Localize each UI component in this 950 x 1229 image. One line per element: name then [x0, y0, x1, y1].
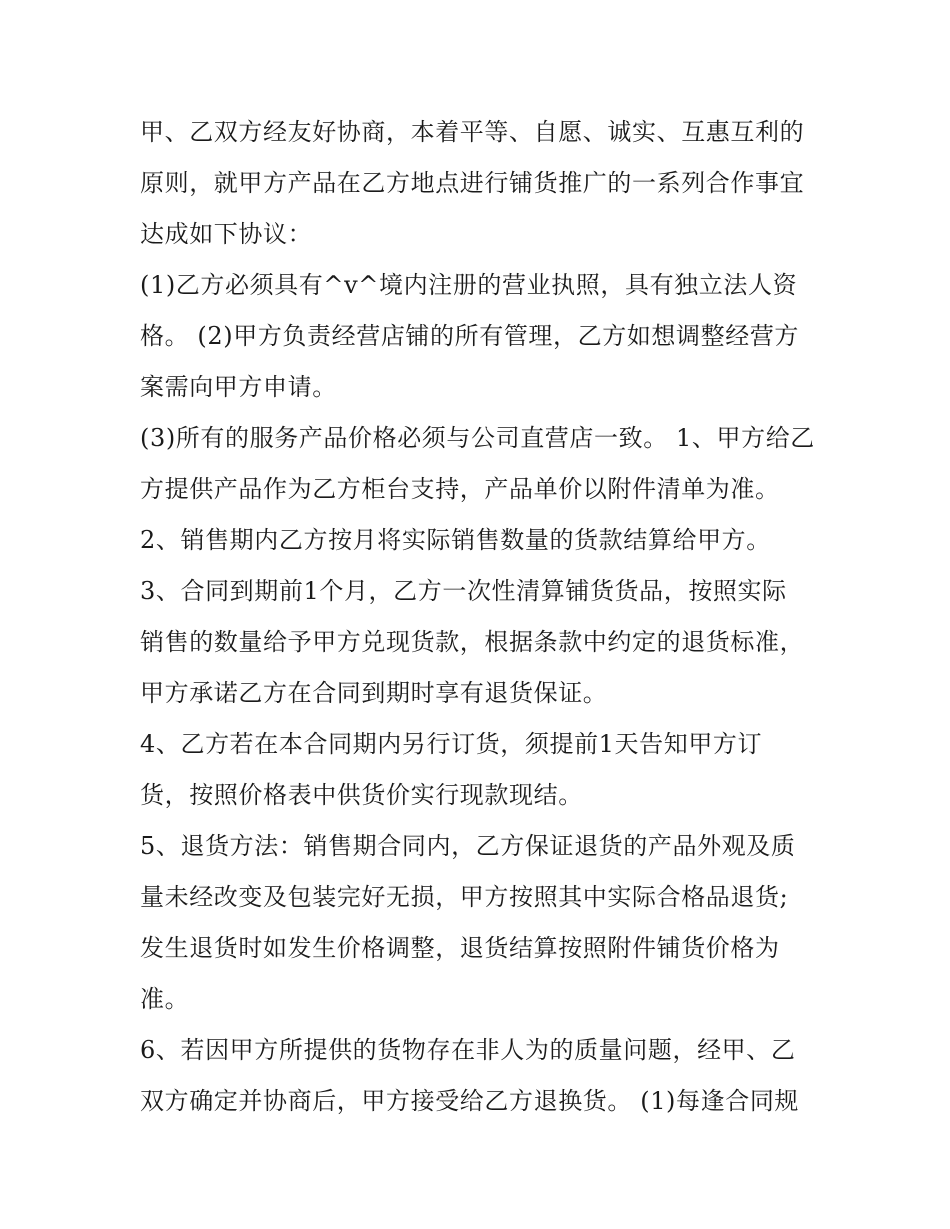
text-line: 货，按照价格表中供货价实行现款现结。 [140, 781, 583, 809]
text-line: 2、销售期内乙方按月将实际销售数量的货款结算给甲方。 [140, 526, 771, 554]
text-line: 格。 (2)甲方负责经营店铺的所有管理，乙方如想调整经营方 [140, 322, 800, 350]
text-line: 达成如下协议： [140, 220, 313, 248]
text-line: 5、退货方法：销售期合同内，乙方保证退货的产品外观及质 [140, 832, 796, 860]
text-line: (1)乙方必须具有^v^境内注册的营业执照，具有独立法人资 [140, 271, 798, 299]
text-line: 6、若因甲方所提供的货物存在非人为的质量问题，经甲、乙 [140, 1036, 796, 1064]
text-line: 案需向甲方申请。 [140, 373, 337, 401]
text-line: (3)所有的服务产品价格必须与公司直营店一致。 1、甲方给乙 [140, 424, 815, 452]
text-line: 甲、乙双方经友好协商，本着平等、自愿、诚实、互惠互利的 [140, 118, 805, 146]
text-line: 方提供产品作为乙方柜台支持，产品单价以附件清单为准。 [140, 475, 780, 503]
text-line: 4、乙方若在本合同期内另行订货，须提前1天告知甲方订 [140, 730, 763, 758]
text-line: 销售的数量给予甲方兑现货款，根据条款中约定的退货标准， [140, 628, 805, 656]
text-line: 原则，就甲方产品在乙方地点进行铺货推广的一系列合作事宜 [140, 169, 805, 197]
text-line: 甲方承诺乙方在合同到期时享有退货保证。 [140, 679, 608, 707]
text-line: 准。 [140, 985, 190, 1013]
text-line: 发生退货时如发生价格调整，退货结算按照附件铺货价格为 [140, 934, 780, 962]
agreement-text [140, 107, 820, 1127]
text-line: 量未经改变及包装完好无损，甲方按照其中实际合格品退货; [140, 883, 789, 911]
text-line: 3、合同到期前1个月，乙方一次性清算铺货货品，按照实际 [140, 577, 787, 605]
text-line: 双方确定并协商后，甲方接受给乙方退换货。 (1)每逢合同规 [140, 1087, 800, 1115]
